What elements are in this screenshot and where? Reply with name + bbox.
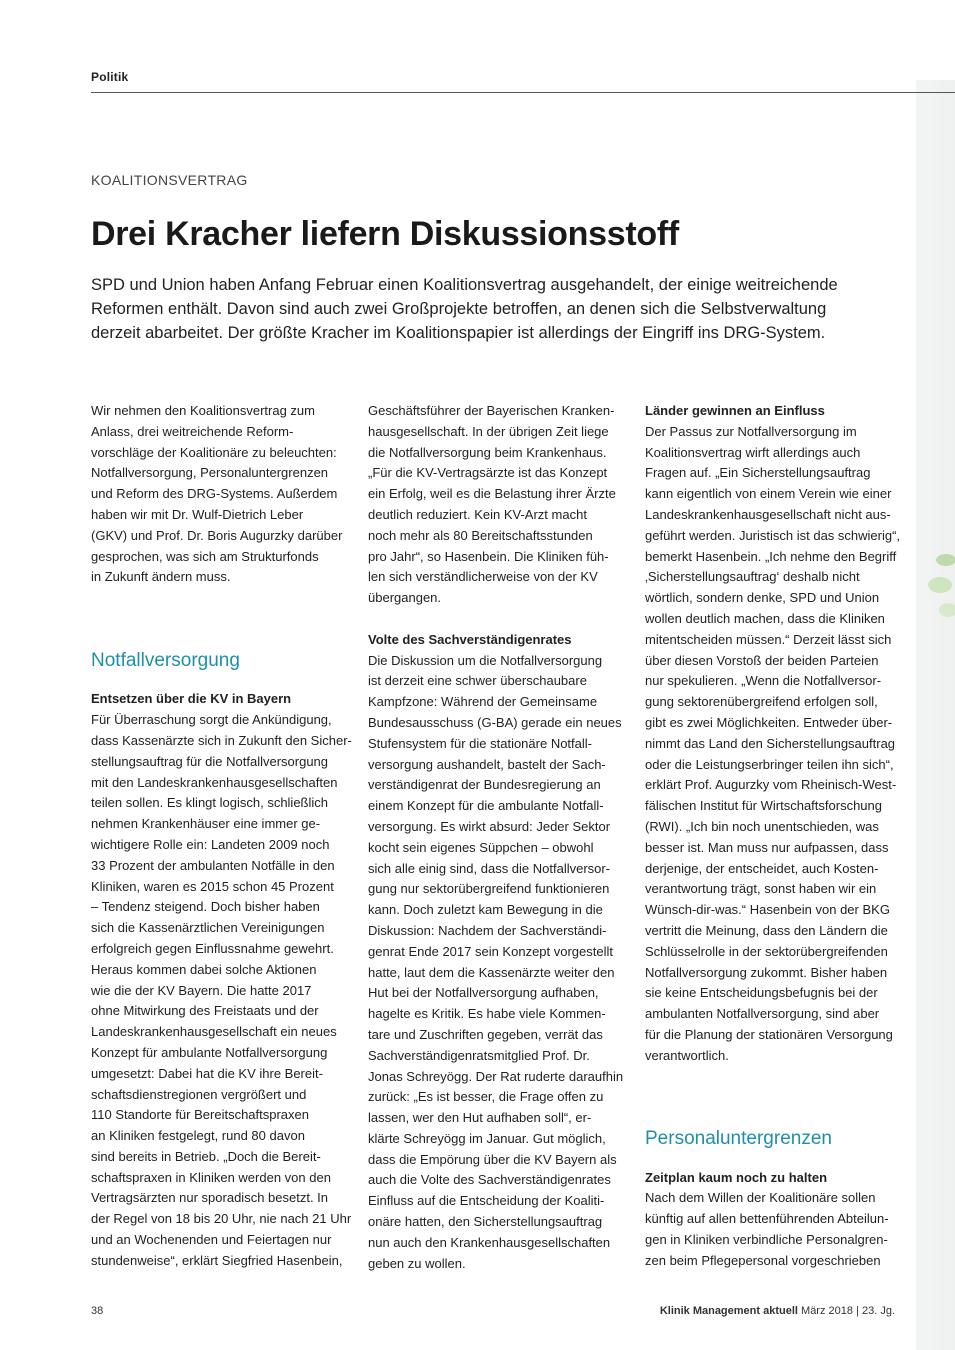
text-line: Sachverständigenratsmitglied Prof. Dr.	[368, 1047, 590, 1063]
text-line: – Tendenz steigend. Doch bisher haben	[91, 899, 320, 915]
text-line: Konzept für ambulante Notfallversorgung	[91, 1044, 328, 1060]
text-line: hausgesellschaft. In der übrigen Zeit liege	[368, 423, 609, 439]
text-line: Bundesausschuss (G-BA) gerade ein neues	[368, 714, 622, 730]
section-heading-personaluntergrenzen: Personaluntergrenzen	[645, 1127, 832, 1149]
text-line: teilen sollen. Es klingt logisch, schließlich	[91, 795, 328, 811]
journal-issue: März 2018 | 23. Jg.	[801, 1305, 895, 1317]
subheading: Länder gewinnen an Einfluss	[645, 403, 825, 418]
text-line: Einfluss auf die Entscheidung der Koaliti-	[368, 1193, 605, 1209]
text-line: Notfallversorgung zukommt. Bisher haben	[645, 964, 888, 980]
text-line: bemerkt Hasenbein. „Ich nehme den Begriff	[645, 548, 897, 564]
text-line: wichtigere Rolle ein: Landeten 2009 noch	[91, 836, 330, 852]
body-paragraph	[645, 422, 901, 1067]
text-line: deutlich reduziert. Kein KV-Arzt macht	[368, 506, 587, 522]
text-line: Diskussion: Nachdem der Sachverständi-	[368, 922, 607, 938]
text-line: gen in Kliniken verbindliche Personalgren-	[645, 1232, 888, 1248]
article-headline: Drei Kracher liefern Diskussionsstoff	[91, 215, 679, 253]
text-line: der Regel von 18 bis 20 Uhr, nie nach 21 Uhr	[91, 1211, 352, 1227]
body-paragraph	[645, 1188, 895, 1271]
lead-line: SPD und Union haben Anfang Februar einen Koalitionsvertrag ausgehandelt, der einige weitreichende	[91, 276, 838, 294]
text-line: Fragen auf. „Ein Sicherstellungsauftrag	[645, 465, 871, 481]
text-line: sich die Kassenärztlichen Vereinigungen	[91, 920, 325, 936]
text-line: fälischen Institut für Wirtschaftsforschung	[645, 798, 882, 814]
text-line: Stufensystem für die stationäre Notfall-	[368, 735, 592, 751]
text-line: mitentscheiden müssen.“ Derzeit lässt sich	[645, 631, 892, 647]
column-2	[368, 401, 624, 1274]
text-line: Kliniken, waren es 2015 schon 45 Prozent	[91, 878, 334, 894]
subheading: Entsetzen über die KV in Bayern	[91, 691, 292, 707]
text-line: kann. Doch zuletzt kam Bewegung in die	[368, 902, 603, 918]
column-3	[645, 401, 901, 1272]
text-line: Für Überraschung sorgt die Ankündigung,	[91, 712, 332, 728]
article-kicker: KOALITIONSVERTRAG	[91, 172, 248, 188]
text-line: vorschläge der Koalitionäre zu beleuchten:	[91, 444, 337, 460]
side-decoration	[916, 80, 955, 1350]
text-line: gibt es zwei Möglichkeiten. Entweder über-	[645, 714, 893, 730]
text-line: sind bereits in Betrieb. „Doch die Bereit-	[91, 1148, 321, 1164]
body-paragraph	[368, 651, 624, 1275]
text-line: über diesen Vorstoß der beiden Parteien	[645, 652, 879, 668]
text-line: sie keine Entscheidungsbefugnis bei der	[645, 985, 878, 1001]
text-line: klärte Schreyögg im Januar. Gut möglich,	[368, 1130, 606, 1146]
text-line: onäre hatten, den Sicherstellungsauftrag	[368, 1214, 603, 1230]
text-line: genrat Ende 2017 sein Konzept vorgestellt	[368, 943, 614, 959]
section-tag: Politik	[91, 70, 129, 84]
text-line: kocht sein eigenes Süppchen – obwohl	[368, 839, 594, 855]
text-line: Nach dem Willen der Koalitionäre sollen	[645, 1190, 876, 1206]
text-line: nun auch den Krankenhausgesellschaften	[368, 1234, 611, 1250]
text-line: vertritt die Meinung, dass den Ländern die	[645, 922, 888, 938]
text-line: Landeskrankenhausgesellschaft ein neues	[91, 1024, 337, 1040]
text-line: übergangen.	[368, 590, 442, 606]
text-line: Schlüsselrolle in der sektorübergreifenden	[645, 943, 888, 959]
text-line: len sich verständlicherweise von der KV	[368, 569, 598, 585]
text-line: stellungsauftrag für die Notfallversorgung	[91, 753, 329, 769]
text-line: verantwortlich.	[645, 1047, 729, 1063]
text-line: zurück: „Es ist besser, die Frage offen zu	[368, 1089, 604, 1105]
text-line: verständigenrat der Bundesregierung an	[368, 777, 601, 793]
text-line: Der Passus zur Notfallversorgung im	[645, 423, 857, 439]
body-paragraph	[368, 401, 618, 609]
text-line: geben zu wollen.	[368, 1255, 466, 1271]
text-line: gung nur sektorübergreifend funktionieren	[368, 881, 610, 897]
text-line: die Notfallversorgung beim Krankenhaus.	[368, 444, 607, 460]
text-line: gesprochen, was sich am Strukturfonds	[91, 548, 319, 564]
text-line: nur spekulieren. „Wenn die Notfallversor-	[645, 673, 882, 689]
text-line: Landeskrankenhausgesellschaft nicht aus-	[645, 506, 891, 522]
text-line: künftig auf allen bettenführenden Abteilun-	[645, 1211, 889, 1227]
text-line: Hut bei der Notfallversorgung aufhaben,	[368, 985, 599, 1001]
text-line: noch mehr als 80 Bereitschaftsstunden	[368, 527, 593, 543]
text-line: 110 Standorte für Bereitschaftspraxen	[91, 1107, 309, 1123]
text-line: Anlass, drei weitreichende Reform-	[91, 423, 294, 439]
body-paragraph	[91, 710, 352, 1272]
text-line: wollen deutlich machen, dass die Kliniken	[645, 610, 885, 626]
header-rule	[91, 92, 955, 93]
text-line: hagelte es Kritik. Es habe viele Kommen-	[368, 1006, 606, 1022]
text-line: einem Konzept für die ambulante Notfall-	[368, 798, 604, 814]
text-line: lassen, wer den Hut aufhaben soll“, er-	[368, 1110, 592, 1126]
text-line: Notfallversorgung, Personaluntergrenzen	[91, 465, 329, 481]
text-line: ein Erfolg, weil es die Belastung ihrer Ärzte	[368, 486, 616, 502]
text-line: auch die Volte des Sachverständigenrates	[368, 1172, 611, 1188]
text-line: Wir nehmen den Koalitionsvertrag zum	[91, 403, 315, 418]
text-line: oder die Leistungserbringer teilen ihn sich“,	[645, 756, 894, 772]
text-line: haben wir mit Dr. Wulf-Dietrich Leber	[91, 506, 304, 522]
text-line: gung sektorenübergreifend erfolgen soll,	[645, 694, 878, 710]
text-line: umgesetzt: Dabei hat die KV ihre Bereit-	[91, 1065, 323, 1081]
text-line: „Für die KV-Vertragsärzte ist das Konzept	[368, 465, 608, 481]
text-line: Die Diskussion um die Notfallversorgung	[368, 652, 603, 668]
text-line: besser ist. Man muss nur aufpassen, dass	[645, 839, 889, 855]
text-line: Heraus kommen dabei solche Aktionen	[91, 961, 317, 977]
text-line: zen beim Pflegepersonal vorgeschrieben	[645, 1252, 881, 1268]
text-line: nimmt das Land den Sicherstellungsauftrag	[645, 735, 896, 751]
text-line: sich alle einig sind, dass die Notfallversor-	[368, 860, 611, 876]
text-line: in Zukunft ändern muss.	[91, 569, 231, 585]
text-line: dass Kassenärzte sich in Zukunft den Sicher-	[91, 732, 352, 748]
text-line: Vertragsärzten nur sporadisch besetzt. In	[91, 1190, 329, 1206]
text-line: ambulanten Notfallversorgung, sind aber	[645, 1006, 880, 1022]
text-line: ‚Sicherstellungsauftrag‘ deshalb nicht	[645, 569, 860, 585]
journal-info	[660, 1305, 895, 1317]
text-line: Geschäftsführer der Bayerischen Kranken-	[368, 403, 615, 418]
column-1	[91, 401, 352, 1272]
text-line: und Reform des DRG-Systems. Außerdem	[91, 486, 338, 502]
text-line: ist derzeit eine schwer überschaubare	[368, 673, 587, 689]
text-line: versorgung aushandelt, bastelt der Sach-	[368, 756, 606, 772]
text-line: wie die der KV Bayern. Die hatte 2017	[91, 982, 312, 998]
text-line: schaftsdienstregionen vergrößert und	[91, 1086, 307, 1102]
text-line: 33 Prozent der ambulanten Notfälle in den	[91, 857, 335, 873]
text-line: für die Planung der stationären Versorgung	[645, 1026, 893, 1042]
text-line: Koalitionsvertrag wirft allerdings auch	[645, 444, 861, 460]
article-lead	[91, 273, 891, 345]
text-line: Kampfzone: Während der Gemeinsame	[368, 694, 598, 710]
text-line: kann eigentlich von einem Verein wie einer	[645, 486, 892, 502]
text-line: tare und Zuschriften gegeben, verrät das	[368, 1026, 603, 1042]
text-line: wörtlich, sondern denke, SPD und Union	[645, 590, 880, 606]
text-line: geführt werden. Juristisch ist das schwierig“,	[645, 527, 901, 543]
lead-line: derzeit abarbeitet. Der größte Kracher im Koalitionspapier ist allerdings der Eingriff ins DRG-System.	[91, 324, 826, 342]
text-line: mit den Landeskrankenhausgesellschaften	[91, 774, 338, 790]
journal-name: Klinik Management aktuell	[659, 1305, 798, 1317]
text-line: pro Jahr“, so Hasenbein. Die Kliniken füh-	[368, 548, 609, 564]
text-line: hatte, laut dem die Kassenärzte weiter den	[368, 964, 615, 980]
text-line: verantwortung trägt, sonst haben wir ein	[645, 881, 877, 897]
text-line: Jonas Schreyögg. Der Rat ruderte daraufhin	[368, 1068, 624, 1084]
text-line: Wünsch-dir-was.“ Hasenbein von der BKG	[645, 902, 890, 918]
subheading: Volte des Sachverständigenrates	[368, 631, 572, 647]
page-number: 38	[91, 1305, 104, 1317]
text-line: (GKV) und Prof. Dr. Boris Augurzky darüber	[91, 527, 343, 543]
text-line: und an Wochenenden und Feiertagen nur	[91, 1232, 332, 1248]
text-line: erfolgreich gegen Einflussnahme gewehrt.	[91, 940, 334, 956]
text-line: versorgung. Es wirkt absurd: Jeder Sektor	[368, 818, 611, 834]
text-line: (RWI). „Ich bin noch unentschieden, was	[645, 818, 879, 834]
intro-paragraph	[91, 401, 341, 588]
text-line: ohne Mitwirkung des Freistaats und der	[91, 1003, 319, 1019]
lead-line: Reformen enthält. Davon sind auch zwei Großprojekte betroffen, an denen sich die Selbstverwaltung	[91, 300, 827, 318]
text-line: derjenige, der entscheidet, auch Kosten-	[645, 860, 879, 876]
leaf-decoration-icon	[916, 540, 955, 630]
section-heading-notfallversorgung: Notfallversorgung	[91, 649, 240, 671]
text-line: erklärt Prof. Augurzky vom Rheinisch-West-	[645, 777, 897, 793]
text-line: schaftspraxen in Kliniken werden von den	[91, 1169, 331, 1185]
text-line: dass die Empörung über die KV Bayern als	[368, 1151, 617, 1167]
subheading: Zeitplan kaum noch zu halten	[645, 1169, 828, 1185]
text-line: an Kliniken festgelegt, rund 80 davon	[91, 1128, 305, 1144]
text-line: stundenweise“, erklärt Siegfried Hasenbein,	[91, 1252, 343, 1268]
text-line: nehmen Krankenhäuser eine immer ge-	[91, 816, 321, 832]
